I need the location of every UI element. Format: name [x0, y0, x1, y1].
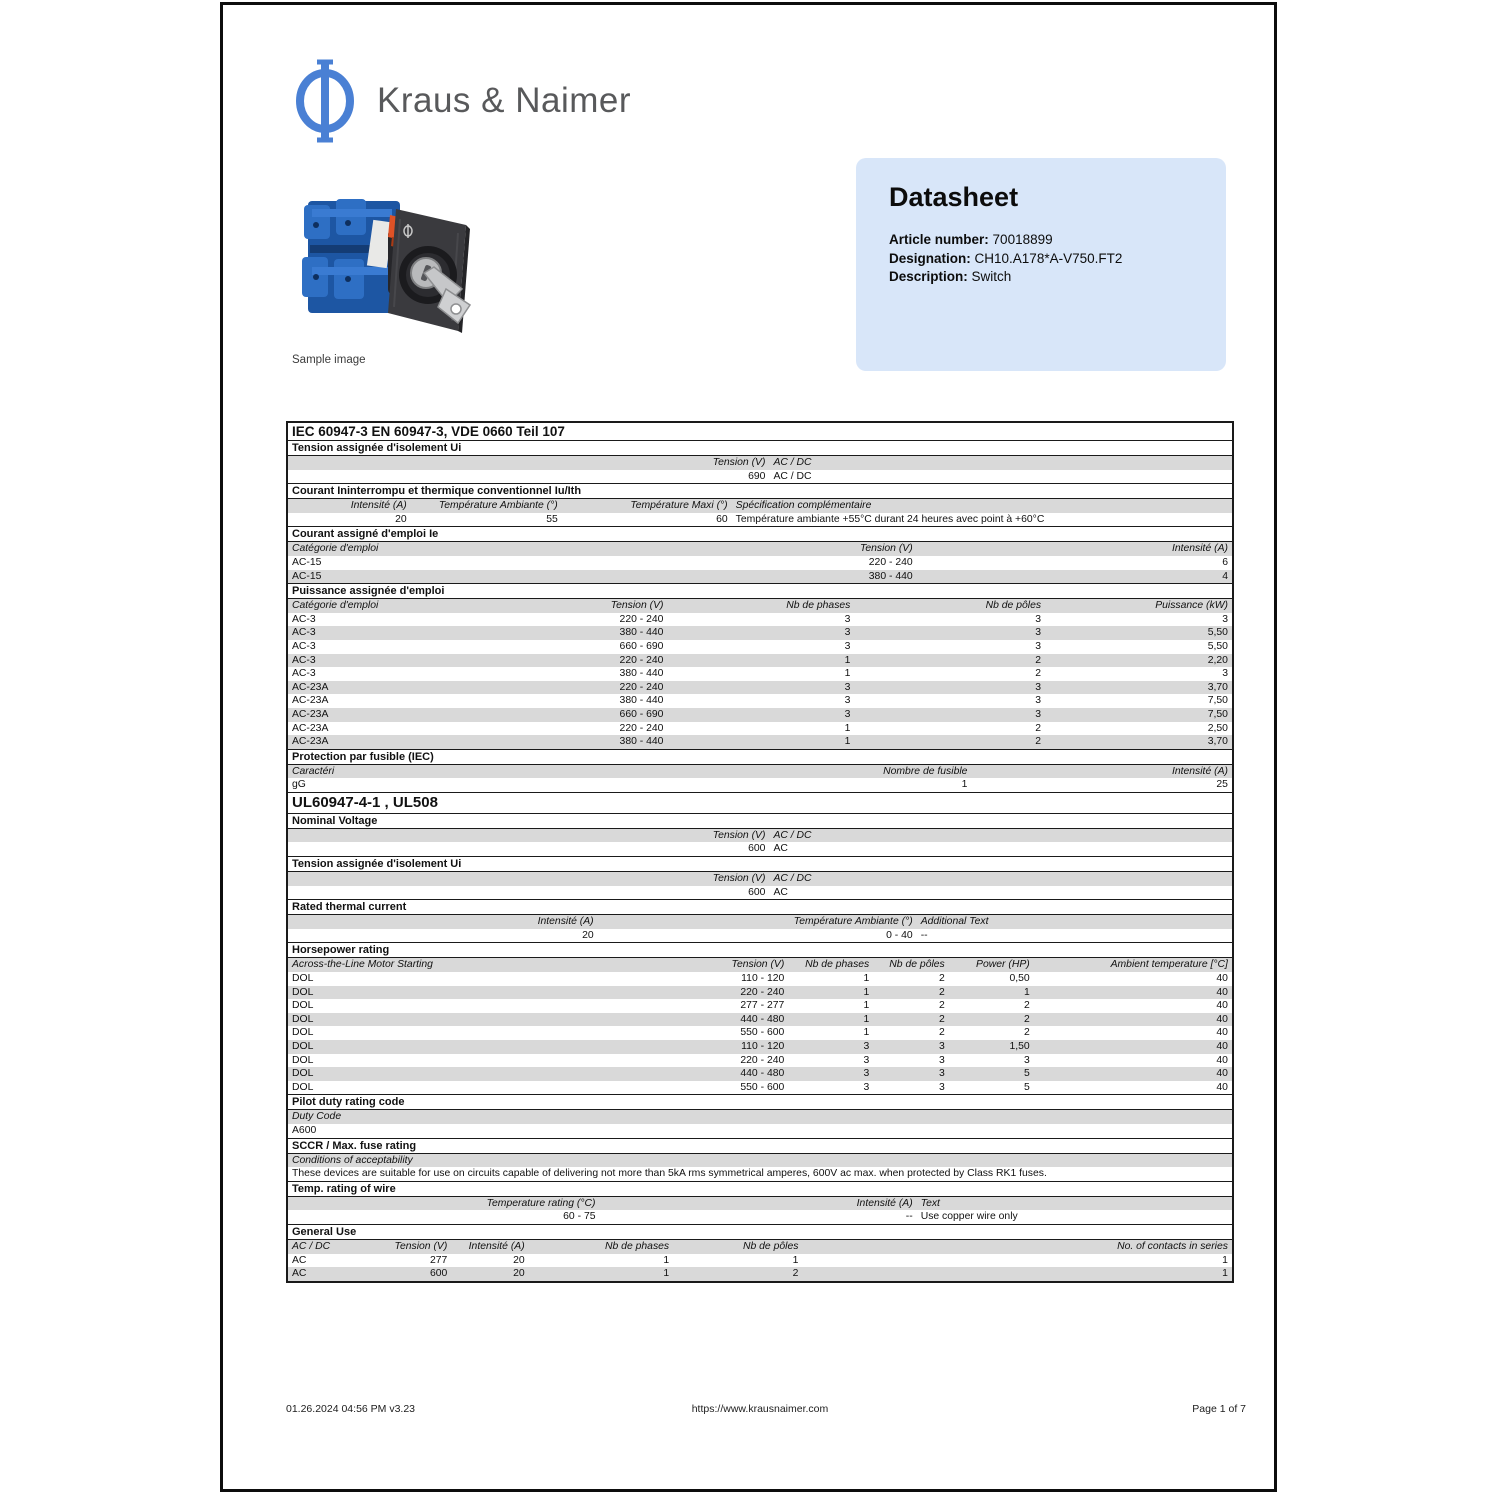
- table-cell: AC / DC: [292, 1240, 331, 1252]
- table-cell: 3: [938, 1081, 945, 1093]
- phi-logo-icon: [295, 57, 355, 145]
- table-cell: AC-23A: [292, 681, 329, 693]
- table-cell: 550 - 600: [740, 1081, 785, 1093]
- table-cell: 2: [938, 1000, 945, 1012]
- table-cell: 1: [863, 1027, 870, 1039]
- table-row: [288, 929, 1232, 943]
- table-row: [288, 1210, 1232, 1224]
- table-cell: 220 - 240: [740, 986, 785, 998]
- table-cell: Tension (V): [610, 600, 664, 612]
- table-cell: Use copper wire only: [920, 1211, 1018, 1223]
- table-cell: Spécification complémentaire: [735, 500, 872, 512]
- table-cell: 3: [1035, 681, 1042, 693]
- table-cell: Intensité (A): [350, 500, 407, 512]
- table-cell: 3: [1222, 613, 1228, 625]
- description-line: [889, 268, 1198, 287]
- table-cell: 20: [395, 513, 407, 525]
- table-cell: 220 - 240: [619, 681, 664, 693]
- table-cell: DOL: [292, 1041, 314, 1052]
- table-cell: Nb de pôles: [742, 1240, 799, 1252]
- description-value: Switch: [971, 269, 1012, 284]
- table-row: [288, 708, 1232, 722]
- table-cell: 40: [1216, 1013, 1228, 1025]
- table-cell: DOL: [292, 1081, 314, 1093]
- table-cell: 660 - 690: [619, 640, 664, 652]
- table-row: [288, 570, 1232, 584]
- table-cell: Catégorie d'emploi: [292, 600, 379, 612]
- table-cell: DOL: [292, 1054, 314, 1066]
- table-cell: Puissance (kW): [1155, 600, 1228, 612]
- table-cell: 3: [938, 1068, 945, 1080]
- table-cell: 380 - 440: [619, 668, 664, 680]
- table-cell: AC: [292, 1254, 307, 1266]
- table-cell: 40: [1216, 986, 1228, 998]
- table-cell: 2: [1023, 1027, 1030, 1039]
- table-cell: 20: [513, 1254, 525, 1266]
- table-cell: DOL: [292, 986, 314, 998]
- table-cell: 3: [938, 1054, 945, 1066]
- table-column-header-row: [288, 872, 1232, 886]
- table-column-header-row: [288, 599, 1232, 613]
- table-section-header: Courant assigné d'emploi Ie: [288, 526, 1232, 542]
- table-cell: AC: [773, 886, 788, 898]
- table-cell: 60: [716, 513, 728, 525]
- table-cell: 110 - 120: [741, 973, 785, 985]
- table-column-header-row: [288, 915, 1232, 929]
- table-section-header: Nominal Voltage: [288, 813, 1232, 829]
- table-row: [288, 613, 1232, 627]
- table-cell: 110 - 120: [741, 1041, 785, 1052]
- table-section-header: Rated thermal current: [288, 899, 1232, 915]
- table-cell: 2: [1035, 668, 1042, 680]
- table-cell: 690: [748, 470, 766, 482]
- table-row: [288, 722, 1232, 736]
- table-cell: Nombre de fusible: [883, 765, 968, 777]
- table-cell: Nb de pôles: [889, 959, 945, 971]
- table-cell: DOL: [292, 1068, 314, 1080]
- table-cell: 220 - 240: [868, 556, 913, 568]
- table-cell: 3: [863, 1041, 870, 1052]
- table-cell: 1: [844, 654, 851, 666]
- footer-date-version: 01.26.2024 04:56 PM v3.23: [286, 1403, 416, 1415]
- table-cell: Intensité (A): [1171, 765, 1228, 777]
- table-cell: Nb de pôles: [985, 600, 1042, 612]
- table-cell: Nb de phases: [805, 959, 870, 971]
- table-cell: AC-15: [292, 556, 322, 568]
- table-cell: Intensité (A): [856, 1197, 913, 1209]
- table-section-header: Pilot duty rating code: [288, 1094, 1232, 1110]
- table-section-header: Courant Ininterrompu et thermique conventionnel Iu/Ith: [288, 483, 1232, 499]
- table-cell: 3: [1222, 668, 1228, 680]
- table-cell: 3: [1035, 640, 1042, 652]
- table-cell: 7,50: [1207, 695, 1228, 707]
- table-row: [288, 1267, 1232, 1281]
- table-cell: Nb de phases: [605, 1240, 670, 1252]
- table-column-header-row: [288, 456, 1232, 470]
- table-cell: DOL: [292, 1013, 314, 1025]
- table-cell: 3: [844, 708, 851, 720]
- table-cell: Additional Text: [920, 916, 989, 928]
- table-cell: AC-3: [292, 654, 316, 666]
- table-cell: 1: [663, 1254, 670, 1266]
- table-cell: 2: [938, 973, 945, 985]
- table-cell: Intensité (A): [468, 1240, 525, 1252]
- table-row: [288, 694, 1232, 708]
- table-row: [288, 1067, 1232, 1081]
- table-cell: DOL: [292, 1000, 314, 1012]
- table-cell: 277: [429, 1254, 448, 1266]
- table-cell: 60 - 75: [563, 1211, 596, 1223]
- table-row: [288, 1026, 1232, 1040]
- table-cell: AC-3: [292, 640, 316, 652]
- table-row: [288, 986, 1232, 1000]
- table-cell: Across-the-Line Motor Starting: [292, 959, 433, 971]
- table-row: [288, 667, 1232, 681]
- table-cell: 20: [513, 1268, 525, 1280]
- table-row: [288, 1081, 1232, 1095]
- table-section-header: General Use: [288, 1224, 1232, 1240]
- table-cell: 440 - 480: [740, 1013, 785, 1025]
- table-cell: 3: [1035, 627, 1042, 639]
- table-cell: 220 - 240: [740, 1054, 785, 1066]
- table-cell: 2: [1035, 654, 1042, 666]
- table-cell: 600: [748, 843, 766, 855]
- table-cell: AC / DC: [773, 873, 812, 885]
- table-cell: 1: [663, 1268, 670, 1280]
- spec-tables: [286, 421, 1234, 1283]
- table-cell: 3: [1035, 613, 1042, 625]
- table-cell: 3: [1035, 695, 1042, 707]
- table-cell: 2: [938, 986, 945, 998]
- table-cell: AC-3: [292, 627, 316, 639]
- table-row: [288, 1054, 1232, 1068]
- table-cell: 1: [1023, 986, 1030, 998]
- table-group-title: IEC 60947-3 EN 60947-3, VDE 0660 Teil 107: [292, 424, 565, 439]
- table-cell: 380 - 440: [619, 695, 664, 707]
- table-cell: Duty Code: [292, 1111, 342, 1123]
- table-cell: Intensité (A): [537, 916, 594, 928]
- table-cell: 1: [1222, 1268, 1228, 1280]
- table-cell: 3: [863, 1054, 870, 1066]
- table-cell: 2: [1023, 1000, 1030, 1012]
- table-cell: 1: [844, 722, 851, 734]
- table-column-header-row: [288, 1154, 1232, 1168]
- footer-url[interactable]: https://www.krausnaimer.com: [691, 1403, 829, 1415]
- table-cell: 220 - 240: [619, 613, 664, 625]
- designation-line: [889, 250, 1198, 269]
- table-cell: 2,50: [1207, 722, 1228, 734]
- table-cell: 1: [1222, 1254, 1228, 1266]
- table-row: [288, 513, 1232, 527]
- table-row: [288, 999, 1232, 1013]
- table-cell: 1: [863, 986, 870, 998]
- table-cell: 5: [1023, 1081, 1030, 1093]
- table-cell: gG: [292, 779, 306, 791]
- table-cell: 0,50: [1009, 973, 1030, 985]
- table-cell: 380 - 440: [619, 627, 664, 639]
- table-cell: 3: [1023, 1054, 1030, 1066]
- table-cell: These devices are suitable for use on circuits capable of delivering not more than 5kA rms symmetrical amperes, 600V ac max. when protected by Class RK1 fuses.: [292, 1168, 1047, 1180]
- table-cell: 550 - 600: [740, 1027, 785, 1039]
- table-section-header: Puissance assignée d'emploi: [288, 583, 1232, 599]
- table-section-header: SCCR / Max. fuse rating: [288, 1138, 1232, 1154]
- table-cell: 4: [1222, 570, 1228, 582]
- table-cell: AC-23A: [292, 708, 329, 720]
- table-cell: Tension (V): [394, 1240, 448, 1252]
- table-cell: Tension (V): [731, 959, 785, 971]
- table-cell: 3: [863, 1081, 870, 1093]
- table-cell: 2: [1035, 736, 1042, 748]
- table-cell: 380 - 440: [868, 570, 913, 582]
- table-cell: 5,50: [1207, 627, 1228, 639]
- table-cell: Tension (V): [859, 543, 913, 555]
- table-cell: 3: [938, 1041, 945, 1052]
- table-cell: 600: [748, 886, 766, 898]
- table-cell: AC-3: [292, 668, 316, 680]
- table-cell: Ambient temperature [°C]: [1110, 959, 1228, 971]
- table-row: [288, 654, 1232, 668]
- table-cell: Température ambiante +55°C durant 24 heures avec point à +60°C: [735, 513, 1045, 525]
- table-cell: 3: [844, 613, 851, 625]
- table-cell: Caractéri: [292, 765, 335, 777]
- table-column-header-row: [288, 829, 1232, 843]
- table-cell: A600: [292, 1124, 317, 1136]
- table-row: [288, 1124, 1232, 1138]
- table-cell: AC-23A: [292, 695, 329, 707]
- table-cell: Température Maxi (°): [630, 500, 728, 512]
- table-cell: Intensité (A): [1171, 543, 1228, 555]
- brand-name: Kraus & Naimer: [377, 81, 632, 120]
- table-cell: 600: [429, 1268, 448, 1280]
- table-cell: Nb de phases: [786, 600, 851, 612]
- table-cell: 1: [844, 736, 851, 748]
- table-cell: 20: [582, 929, 594, 941]
- table-cell: No. of contacts in series: [1117, 1240, 1228, 1252]
- table-cell: 440 - 480: [740, 1068, 785, 1080]
- table-cell: 3: [844, 640, 851, 652]
- table-cell: 2: [792, 1268, 799, 1280]
- table-cell: 220 - 240: [619, 654, 664, 666]
- table-cell: 2: [938, 1027, 945, 1039]
- table-cell: 3: [844, 681, 851, 693]
- table-column-header-row: [288, 542, 1232, 556]
- article-number-line: [889, 231, 1198, 250]
- table-cell: Conditions of acceptability: [292, 1154, 413, 1166]
- table-cell: 660 - 690: [619, 708, 664, 720]
- table-cell: 3: [844, 627, 851, 639]
- table-cell: 1,50: [1009, 1041, 1030, 1052]
- table-column-header-row: [288, 499, 1232, 513]
- table-cell: 25: [1216, 779, 1228, 791]
- table-cell: 277 - 277: [740, 1000, 785, 1012]
- table-cell: 1: [844, 668, 851, 680]
- table-cell: AC / DC: [773, 457, 812, 468]
- table-cell: AC / DC: [773, 470, 812, 482]
- table-cell: DOL: [292, 973, 314, 985]
- table-cell: AC-15: [292, 570, 322, 582]
- table-row: [288, 1013, 1232, 1027]
- table-section-header: Tension assignée d'isolement Ui: [288, 440, 1232, 456]
- table-cell: Tension (V): [712, 873, 766, 885]
- table-cell: 3: [844, 695, 851, 707]
- table-row: [288, 626, 1232, 640]
- table-row: [288, 1167, 1232, 1181]
- table-row: [288, 778, 1232, 792]
- designation-label: Designation:: [889, 250, 971, 266]
- table-cell: --: [920, 929, 928, 941]
- table-cell: AC-3: [292, 613, 316, 625]
- table-cell: 1: [863, 973, 870, 985]
- datasheet-title: Datasheet: [889, 182, 1019, 212]
- table-cell: 2: [938, 1013, 945, 1025]
- table-cell: Temperature rating (°C): [486, 1197, 596, 1209]
- table-section-header: Horsepower rating: [288, 942, 1232, 958]
- table-cell: 1: [792, 1254, 799, 1266]
- table-group-title: UL60947-4-1 , UL508: [288, 792, 1232, 813]
- table-column-header-row: [288, 1197, 1232, 1211]
- table-cell: DOL: [292, 1027, 314, 1039]
- datasheet-info-box: [856, 158, 1226, 371]
- table-cell: 3,70: [1207, 681, 1228, 693]
- table-cell: 3,70: [1207, 736, 1228, 748]
- table-column-header-row: [288, 958, 1232, 972]
- article-number-value: 70018899: [992, 232, 1053, 247]
- table-cell: AC: [773, 843, 788, 855]
- table-cell: Température Ambiante (°): [438, 500, 558, 512]
- sample-image-caption: Sample image: [292, 354, 366, 366]
- table-cell: Text: [920, 1197, 940, 1209]
- table-row: [288, 1254, 1232, 1268]
- table-cell: 1: [961, 779, 968, 791]
- table-cell: 3: [1035, 708, 1042, 720]
- table-cell: 40: [1216, 1027, 1228, 1039]
- table-section-header: Protection par fusible (IEC): [288, 749, 1232, 765]
- description-label: Description:: [889, 269, 968, 284]
- table-cell: Tension (V): [712, 457, 766, 468]
- table-row: [288, 470, 1232, 484]
- table-row: [288, 972, 1232, 986]
- table-cell: AC / DC: [773, 829, 812, 841]
- footer-page-number: Page 1 of 7: [1192, 1403, 1246, 1415]
- table-cell: Catégorie d'emploi: [292, 543, 379, 555]
- table-column-header-row: [288, 1110, 1232, 1124]
- table-cell: 40: [1216, 1000, 1228, 1012]
- designation-value: CH10.A178*A-V750.FT2: [974, 250, 1123, 266]
- table-cell: 40: [1216, 1041, 1228, 1052]
- table-cell: 380 - 440: [619, 736, 664, 748]
- table-cell: 5: [1023, 1068, 1030, 1080]
- table-cell: 0 - 40: [886, 929, 913, 941]
- table-row: [288, 556, 1232, 570]
- table-cell: 1: [863, 1013, 870, 1025]
- product-image: [296, 179, 474, 349]
- table-column-header-row: [288, 765, 1232, 779]
- company-logo: [295, 57, 631, 145]
- table-cell: 220 - 240: [619, 722, 664, 734]
- table-cell: 5,50: [1207, 640, 1228, 652]
- table-row: [288, 1040, 1232, 1054]
- table-cell: AC-23A: [292, 736, 329, 748]
- table-cell: 6: [1222, 556, 1228, 568]
- table-cell: 2: [1035, 722, 1042, 734]
- table-row: [288, 681, 1232, 695]
- table-cell: Température Ambiante (°): [793, 916, 913, 928]
- table-row: [288, 842, 1232, 856]
- table-cell: 2: [1023, 1013, 1030, 1025]
- table-cell: 40: [1216, 973, 1228, 985]
- table-cell: AC-23A: [292, 722, 329, 734]
- table-cell: 7,50: [1207, 708, 1228, 720]
- document-page: [220, 2, 1277, 1492]
- table-cell: 1: [863, 1000, 870, 1012]
- table-cell: AC: [292, 1268, 307, 1280]
- table-cell: 40: [1216, 1054, 1228, 1066]
- table-row: [288, 640, 1232, 654]
- table-cell: --: [905, 1211, 913, 1223]
- table-cell: Tension (V): [712, 829, 766, 841]
- article-number-label: Article number:: [889, 232, 989, 247]
- table-section-header: Tension assignée d'isolement Ui: [288, 856, 1232, 872]
- table-cell: 40: [1216, 1068, 1228, 1080]
- table-cell: 3: [863, 1068, 870, 1080]
- table-cell: 2,20: [1207, 654, 1228, 666]
- table-row: [288, 886, 1232, 900]
- table-cell: 55: [546, 513, 558, 525]
- table-cell: Power (HP): [976, 959, 1030, 971]
- table-column-header-row: [288, 1240, 1232, 1254]
- table-cell: 40: [1216, 1081, 1228, 1093]
- table-row: [288, 735, 1232, 749]
- table-section-header: Temp. rating of wire: [288, 1181, 1232, 1197]
